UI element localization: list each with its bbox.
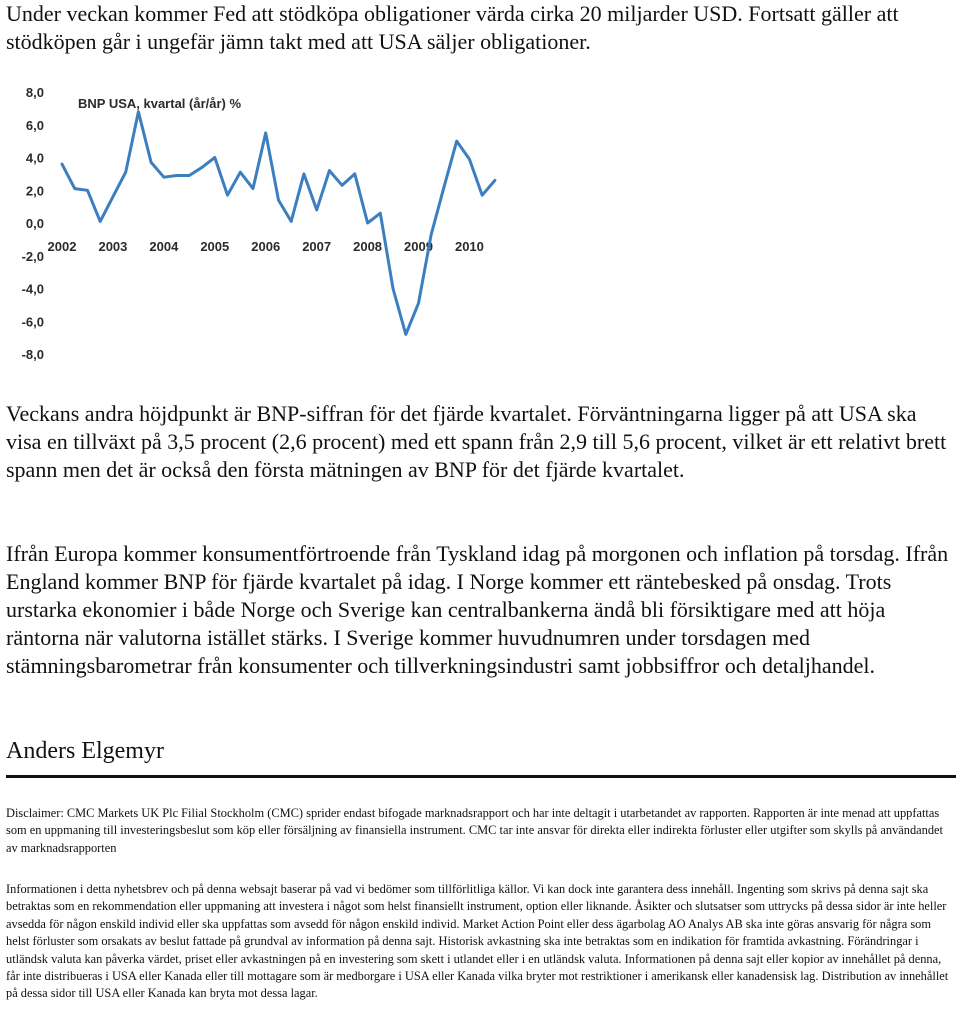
x-tick-label: 2009 [404, 239, 433, 254]
y-tick-label: 0,0 [25, 216, 44, 231]
gdp-chart [0, 78, 520, 368]
x-tick-label: 2003 [98, 239, 128, 254]
y-tick-label: 6,0 [25, 117, 44, 133]
information-notice: Informationen i detta nyhetsbrev och på denna websajt baserar på vad vi bedömer som tillförlitliga källor. Vi kan dock inte garantera dess innehåll. Ingenting som skrivs på denna sajt ska betraktas som en rekommendation eller uppmaning att investera i något som helst finansiellt instrument, option eller liknande. Åsikter och slutsatser som uttrycks på dessa sidor är inte heller avsedda för någon enskild individ eller ska uppfattas som avsedd för någon enskild individ. Market Action Point eller dess ägarbolag AO Analys AB ska inte göras ansvarig för några som helst förluster som orsakats av beslut fattade på grundval av information på denna sajt. Historisk avkastning ska inte betraktas som en indikation för framtida avkastning. Förändringar i utländsk valuta kan påverka värdet, priset eller avkastningen på en investering som skett i utlandet eller i en utländsk valuta. Informationen på denna sajt eller kopior av innehållet på denna, får inte distribueras i USA eller Kanada eller till mottagare som är medborgare i USA eller Kanada vilka bryter mot restriktioner i amerikansk eller kanadensisk lag. Distribution av innehållet på dessa sidor till USA eller Kanada kan bryta mot dessa lagar. [6, 882, 949, 1001]
europe-calendar-paragraph: Ifrån Europa kommer konsumentförtroende från Tyskland idag på morgonen och inflation på torsdag. Ifrån England kommer BNP för fjärde kvartalet på idag. I Norge kommer ett räntebesked på onsdag. Trots urstarka ekonomier i både Norge och Sverige kan centralbankerna ändå bli försiktigare med att höja räntorna när valutorna istället stärks. I Sverige kommer huvudnumren under torsdagen med stämningsbarometrar från konsumenter och tillverkningsindustri samt jobbsiffror och detaljhandel. [6, 541, 949, 678]
y-tick-label: 2,0 [25, 183, 44, 199]
gdp-series-line [62, 112, 495, 335]
x-tick-label: 2010 [454, 239, 484, 254]
x-tick-label: 2006 [251, 239, 281, 254]
x-tick-label: 2008 [353, 239, 383, 254]
x-tick-label: 2002 [47, 239, 77, 254]
y-tick-label: 4,0 [25, 150, 44, 166]
x-tick-label: 2007 [302, 239, 332, 254]
y-tick-label: -8,0 [21, 347, 44, 362]
disclaimer-text: Disclaimer: CMC Markets UK Plc Filial Stockholm (CMC) sprider endast bifogade marknadsrapport och har inte deltagit i utarbetandet av rapporten. Rapporten är inte menad att uppfattas som en uppmaning till investeringsbeslut som köp eller försäljning av finansiella instrument. CMC tar inte ansvar för direkta eller indirekta förluster eller utgifter som skylls på användandet av marknadsrapporten [6, 806, 943, 855]
author-name: Anders Elgemyr [6, 738, 164, 764]
y-tick-label: -6,0 [21, 314, 44, 330]
y-tick-label: 8,0 [25, 85, 44, 100]
chart-title: BNP USA, kvartal (år/år) % [78, 96, 242, 111]
gdp-expectations-paragraph: Veckans andra höjdpunkt är BNP-siffran för det fjärde kvartalet. Förväntningarna ligger på att USA ska visa en tillväxt på 3,5 procent (2,6 procent) med ett spann från 2,9 till 5,6 procent, vilket är ett relativt brett spann men det är också den första mätningen av BNP för det fjärde kvartalet. [6, 401, 947, 482]
y-tick-label: -4,0 [21, 281, 44, 297]
y-tick-label: -2,0 [21, 248, 44, 264]
x-tick-label: 2005 [200, 239, 230, 254]
intro-paragraph: Under veckan kommer Fed att stödköpa obligationer värda cirka 20 miljarder USD. Fortsatt gäller att stödköpen går i ungefär jämn takt med att USA säljer obligationer. [6, 1, 899, 54]
gdp-chart-svg [0, 78, 520, 368]
section-divider [6, 775, 956, 778]
x-tick-label: 2004 [149, 239, 179, 254]
